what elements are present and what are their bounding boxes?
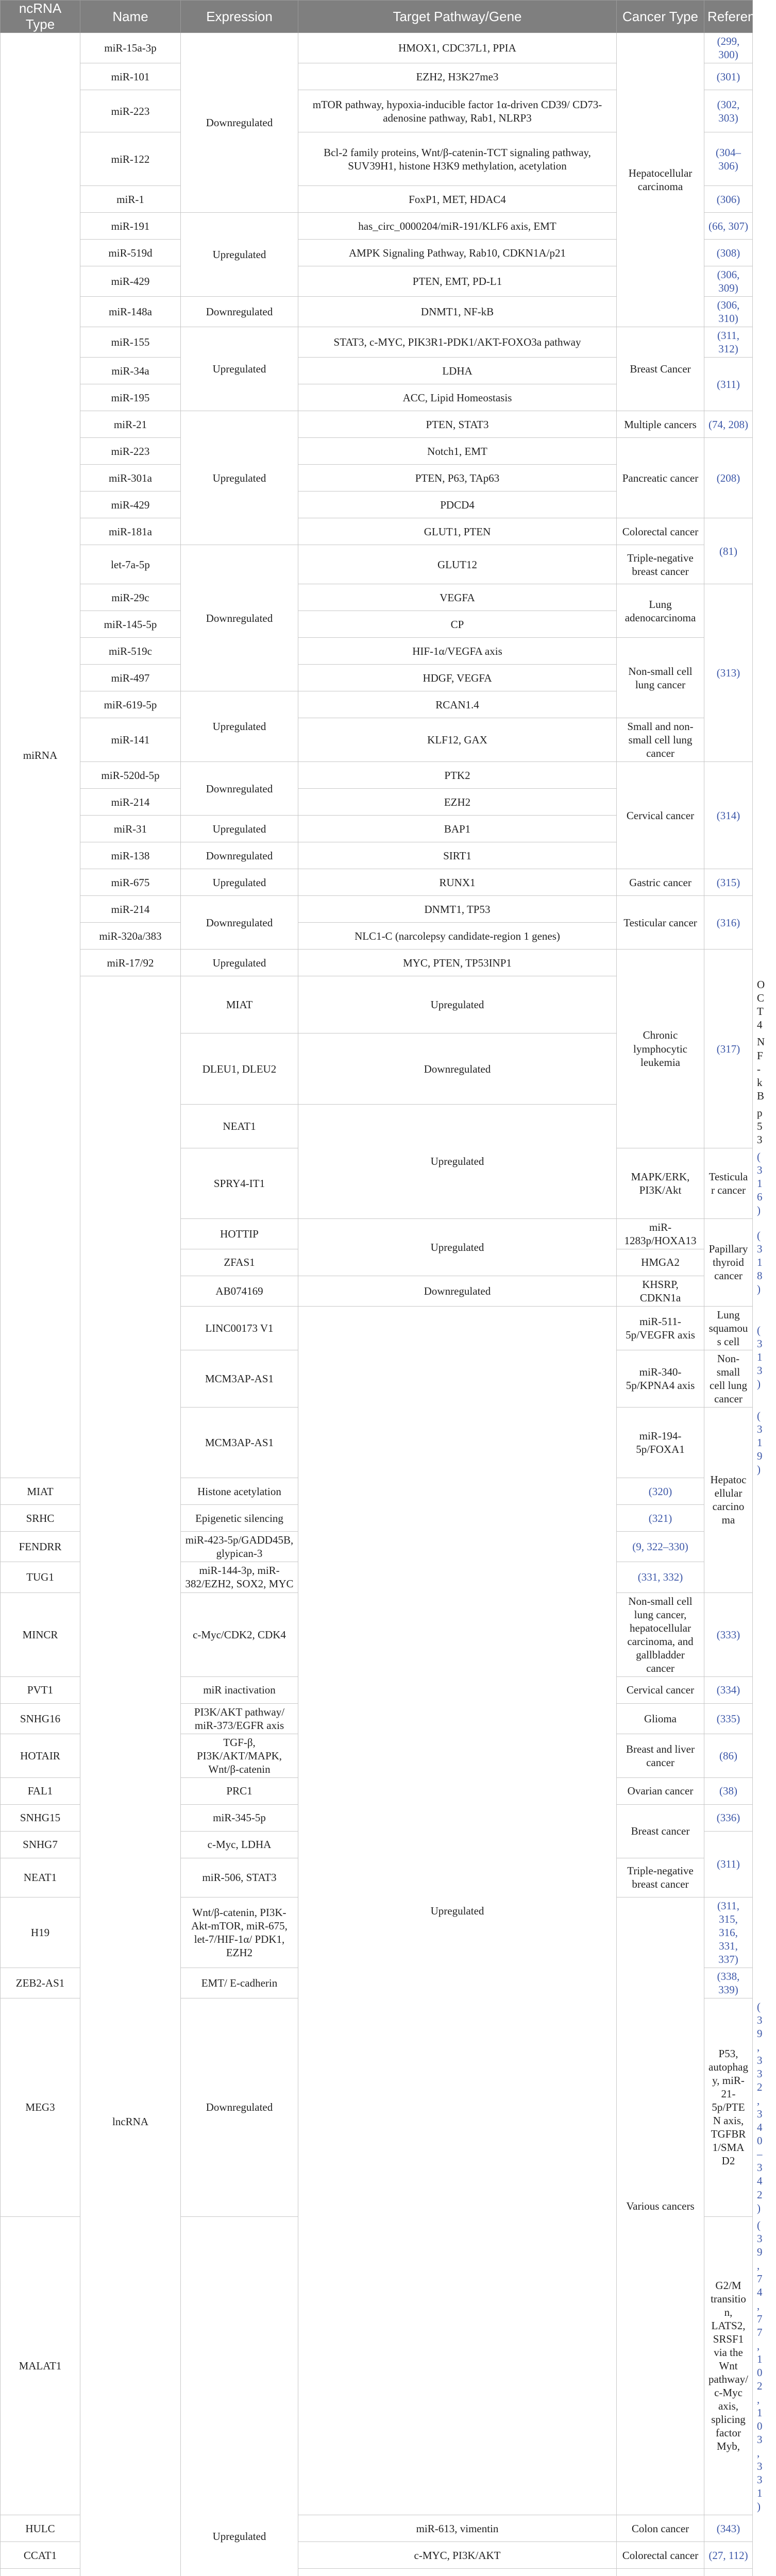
ncrna-type-cell: FENDRR (1, 1532, 80, 1562)
header-ncrna-type: ncRNA Type (1, 1, 80, 33)
expression-cell: LINC00173 V1 (181, 1307, 298, 1350)
table-row (1, 438, 753, 465)
target-cell: Upregulated (298, 1307, 617, 2515)
target-cell: Notch1, EMT (298, 438, 617, 465)
ncrna-type-cell: HULC (1, 2515, 80, 2542)
target-cell: AMPK Signaling Pathway, Rab10, CDKN1A/p21 (298, 240, 617, 266)
target-cell: Upregulated (298, 1104, 617, 1218)
ncrna-type-cell: TUG1 (1, 1562, 80, 1592)
target-cell: SIRT1 (298, 842, 617, 869)
expression-cell: miR-423-5p/GADD45B, glypican-3 (181, 1532, 298, 1562)
name-cell: miR-101 (80, 63, 181, 90)
name-cell: miR-31 (80, 816, 181, 842)
table-row: lncRNA MIAT Upregulated OCT4 (1, 976, 753, 1033)
reference-cell: (304–306) (704, 132, 753, 186)
name-cell: miR-34a (80, 358, 181, 384)
reference-cell: (334) (704, 1676, 753, 1703)
target-cell: mTOR pathway, hypoxia-inducible factor 1α-driven CD39/ CD73-adenosine pathway, Rab1, NLRP3 (298, 90, 617, 132)
cancer-type-cell: miR-340-5p/KPNA4 axis (617, 1350, 704, 1408)
name-cell: miR-138 (80, 842, 181, 869)
ncrna-type-cell: PVT1 (1, 1676, 80, 1703)
name-cell: miR-519c (80, 638, 181, 665)
target-cell: STAT3, c-MYC, PIK3R1-PDK1/AKT-FOXO3a pathway (298, 327, 617, 358)
ncrna-type-cell: MEG3 (1, 1998, 80, 2217)
cancer-type-cell: Colorectal cancer (617, 2542, 704, 2569)
table-row (1, 584, 753, 611)
target-cell: NLC1-C (narcolepsy candidate-region 1 genes) (298, 923, 617, 950)
ncrna-type-cell: H19 (1, 1897, 80, 1968)
name-cell: miR-195 (80, 384, 181, 411)
name-cell: miR-520d-5p (80, 762, 181, 789)
ncrna-type-cell: MALAT1 (1, 2216, 80, 2515)
reference-cell: G2/M transition, LATS2, SRSF1 via the Wnt pathway/c-Myc axis, splicing factor Myb, (704, 2216, 753, 2515)
name-cell: miR-145-5p (80, 611, 181, 638)
cancer-type-cell: (331, 332) (617, 1562, 704, 1592)
expression-cell: TGF-β, PI3K/AKT/MAPK, Wnt/β-catenin (181, 1734, 298, 1777)
reference-cell: (306, 309) (704, 266, 753, 297)
reference-cell: (317) (704, 950, 753, 1148)
cancer-type-cell: Testicular cancer (617, 896, 704, 950)
reference-cell: (301) (704, 63, 753, 90)
header-cancer-type: Cancer Type (617, 1, 704, 33)
cancer-type-cell: miR-194-5p/FOXA1 (617, 1408, 704, 1478)
ncrna-type-cell: SNHG7 (1, 1831, 80, 1858)
target-cell: LDHA (298, 358, 617, 384)
table-row (1, 718, 753, 762)
expression-cell: Downregulated (181, 762, 298, 816)
cancer-type-cell (617, 2569, 704, 2576)
reference-cell: Papillary thyroid cancer (704, 1218, 753, 1306)
reference-cell: (81) (704, 518, 753, 584)
reference-cell: (86) (704, 1734, 753, 1777)
target-cell: miR-613, vimentin (298, 2515, 617, 2542)
reference-cell: P53, autophagy, miR-21-5p/PTEN axis, TGFBR1/SMAD2 (704, 1998, 753, 2217)
reference-cell: Lung squamous cell (704, 1307, 753, 1350)
ncrna-type-cell: HOTAIR (1, 1734, 80, 1777)
reference-cell: (316) (704, 896, 753, 950)
ncrna-type-cell (1, 2569, 80, 2576)
reference-cell (704, 2569, 753, 2576)
reference-cell: (314) (704, 762, 753, 869)
name-cell: miR-429 (80, 266, 181, 297)
cancer-type-cell: Multiple cancers (617, 411, 704, 438)
reference-cell: Non-small cell lung cancer (704, 1350, 753, 1408)
target-cell: BAP1 (298, 816, 617, 842)
ncrna-type-cell: CCAT1 (1, 2542, 80, 2569)
reference-cell: (311) (704, 358, 753, 411)
table-row: LINC00173 V1 Upregulated miR-511-5p/VEGFR axis Lung squamous cell (313) (1, 1307, 753, 1350)
target-cell: Upregulated (298, 976, 617, 1033)
cancer-type-cell: Hepatocellular carcinoma (617, 33, 704, 327)
cancer-type-cell: KHSRP, CDKN1a (617, 1276, 704, 1306)
ncrna-type-cell: SNHG15 (1, 1804, 80, 1831)
name-cell: miR-675 (80, 869, 181, 896)
target-cell: c-MYC, PI3K/AKT (298, 2542, 617, 2569)
expression-cell: Downregulated (181, 33, 298, 213)
expression-cell: c-Myc, LDHA (181, 1831, 298, 1858)
table-row (1, 869, 753, 896)
cancer-type-cell: (320) (617, 1478, 704, 1505)
cancer-type-cell: (9, 322–330) (617, 1532, 704, 1562)
name-cell: miR-1 (80, 186, 181, 213)
target-cell: DNMT1, TP53 (298, 896, 617, 923)
reference-cell: (311, 312) (704, 327, 753, 358)
cancer-type-cell: Breast cancer (617, 1804, 704, 1858)
expression-cell: MCM3AP-AS1 (181, 1350, 298, 1408)
cancer-type-cell: Glioma (617, 1703, 704, 1734)
target-cell: has_circ_0000204/miR-191/KLF6 axis, EMT (298, 213, 617, 240)
target-cell: Upregulated (298, 1218, 617, 1276)
expression-cell: Downregulated (181, 1998, 298, 2217)
cancer-type-cell: Ovarian cancer (617, 1777, 704, 1804)
ncrna-type-cell: NEAT1 (1, 1858, 80, 1897)
target-cell: ACC, Lipid Homeostasis (298, 384, 617, 411)
reference-cell: (27, 112) (704, 2542, 753, 2569)
expression-cell: Upregulated (181, 816, 298, 842)
expression-cell: Epigenetic silencing (181, 1505, 298, 1532)
table-row (1, 638, 753, 665)
ncrna-type-cell: SNHG16 (1, 1703, 80, 1734)
expression-cell: c-Myc/CDK2, CDK4 (181, 1592, 298, 1676)
target-cell: Downregulated (298, 1276, 617, 1306)
target-cell: GLUT1, PTEN (298, 518, 617, 545)
reference-cell: (302, 303) (704, 90, 753, 132)
name-cell: miR-17/92 (80, 950, 181, 976)
target-cell: RUNX1 (298, 869, 617, 896)
expression-cell: Downregulated (181, 842, 298, 869)
table-row: NEAT1 Upregulated p53 (1, 1104, 753, 1148)
cancer-type-cell: Gastric cancer (617, 869, 704, 896)
table-header (1, 1, 753, 33)
name-cell: lncRNA (80, 976, 181, 2576)
table-row: DLEU1, DLEU2 Downregulated NF-kB (1, 1033, 753, 1104)
expression-cell: miR inactivation (181, 1676, 298, 1703)
cancer-type-cell: Non-small cell lung cancer, hepatocellular carcinoma, and gallbladder cancer (617, 1592, 704, 1676)
reference-cell: (208) (704, 438, 753, 518)
ncrna-type-cell: ZEB2-AS1 (1, 1968, 80, 1998)
table-row (1, 762, 753, 789)
reference-cell: Hepatocellular carcinoma (704, 1408, 753, 1592)
cancer-type-cell: Small and non-small cell lung cancer (617, 718, 704, 762)
name-cell: miR-21 (80, 411, 181, 438)
name-cell: miR-429 (80, 492, 181, 518)
ncrna-type-cell: SRHC (1, 1505, 80, 1532)
cancer-type-cell: HMGA2 (617, 1249, 704, 1276)
name-cell: miR-155 (80, 327, 181, 358)
expression-cell: EMT/ E-cadherin (181, 1968, 298, 1998)
cancer-type-cell: Chronic lymphocytic leukemia (617, 950, 704, 1148)
reference-cell: (336) (704, 1804, 753, 1831)
name-cell: miR-148a (80, 297, 181, 327)
expression-cell: Upregulated (181, 869, 298, 896)
reference-cell: (311, 315, 316, 331, 337) (704, 1897, 753, 1968)
expression-cell: Upregulated (181, 411, 298, 545)
ncrna-type-cell: MINCR (1, 1592, 80, 1676)
name-cell: miR-15a-3p (80, 33, 181, 63)
expression-cell: miR-506, STAT3 (181, 1858, 298, 1897)
cancer-type-cell: miR-1283p/HOXA13 (617, 1218, 704, 1249)
name-cell: miR-181a (80, 518, 181, 545)
expression-cell: Upregulated (181, 213, 298, 297)
target-cell: CP (298, 611, 617, 638)
target-cell: PDCD4 (298, 492, 617, 518)
cancer-type-cell: Cervical cancer (617, 762, 704, 869)
header-expression: Expression (181, 1, 298, 33)
cancer-type-cell: Lung adenocarcinoma (617, 584, 704, 638)
header-row (1, 1, 753, 33)
expression-cell: miR-144-3p, miR-382/EZH2, SOX2, MYC (181, 1562, 298, 1592)
reference-cell: (335) (704, 1703, 753, 1734)
cancer-type-cell: Pancreatic cancer (617, 438, 704, 518)
expression-cell: PI3K/AKT pathway/ miR-373/EGFR axis (181, 1703, 298, 1734)
target-cell: RCAN1.4 (298, 691, 617, 718)
table-row: MALAT1 Upregulated G2/M transition, LATS2, SRSF1 via the Wnt pathway/c-Myc axis, splicing factor Myb, (39, 74, 77, 102, 103, 331) (1, 2216, 753, 2515)
target-cell: PTEN, EMT, PD-L1 (298, 266, 617, 297)
reference-cell: (66, 307) (704, 213, 753, 240)
header-name: Name (80, 1, 181, 33)
table-row: MCM3AP-AS1 miR-194-5p/FOXA1 Hepatocellular carcinoma (319) (1, 1408, 753, 1478)
expression-cell: MCM3AP-AS1 (181, 1408, 298, 1478)
name-cell: miR-223 (80, 438, 181, 465)
expression-cell: AB074169 (181, 1276, 298, 1306)
target-cell: PTEN, STAT3 (298, 411, 617, 438)
table-row (1, 545, 753, 584)
reference-cell: (306) (704, 186, 753, 213)
name-cell: miR-214 (80, 896, 181, 923)
name-cell: miR-191 (80, 213, 181, 240)
expression-cell: miR-345-5p (181, 1804, 298, 1831)
name-cell: miR-619-5p (80, 691, 181, 718)
target-cell: MYC, PTEN, TP53INP1 (298, 950, 617, 976)
target-cell: Bcl-2 family proteins, Wnt/β-catenin-TCT signaling pathway, SUV39H1, histone H3K9 methylation, acetylation (298, 132, 617, 186)
target-cell: HMOX1, CDC37L1, PPIA (298, 33, 617, 63)
reference-cell: (38) (704, 1777, 753, 1804)
expression-cell: MIAT (181, 976, 298, 1033)
table-body (1, 33, 753, 2576)
expression-cell: Downregulated (181, 297, 298, 327)
target-cell: VEGFA (298, 584, 617, 611)
name-cell: let-7a-5p (80, 545, 181, 584)
expression-cell: DLEU1, DLEU2 (181, 1033, 298, 1104)
expression-cell: Upregulated (181, 950, 298, 976)
cancer-type-cell: Breast and liver cancer (617, 1734, 704, 1777)
target-cell: FoxP1, MET, HDAC4 (298, 186, 617, 213)
cancer-type-cell: Non-small cell lung cancer (617, 638, 704, 718)
target-cell: DNMT1, NF-kB (298, 297, 617, 327)
table-row: HOTTIP Upregulated miR-1283p/HOXA13 Papillary thyroid cancer (318) (1, 1218, 753, 1249)
target-cell: HDGF, VEGFA (298, 665, 617, 691)
target-cell: EZH2, H3K27me3 (298, 63, 617, 90)
expression-cell: Downregulated (181, 545, 298, 691)
reference-cell: (74, 208) (704, 411, 753, 438)
target-cell: HIF-1α/VEGFA axis (298, 638, 617, 665)
ncrna-type-cell: FAL1 (1, 1777, 80, 1804)
cancer-type-cell: MAPK/ERK, PI3K/Akt (617, 1148, 704, 1218)
target-cell: EZH2 (298, 789, 617, 816)
table-row: SPRY4-IT1 MAPK/ERK, PI3K/Akt Testicular cancer (316) (1, 1148, 753, 1218)
reference-cell: (311) (704, 1831, 753, 1897)
reference-cell: (306, 310) (704, 297, 753, 327)
cancer-type-cell: Colon cancer (617, 2515, 704, 2542)
cancer-type-cell: Various cancers (617, 1897, 704, 2515)
name-cell: miR-29c (80, 584, 181, 611)
expression-cell: Upregulated (181, 691, 298, 762)
name-cell: miR-214 (80, 789, 181, 816)
name-cell: miR-497 (80, 665, 181, 691)
expression-cell: PRC1 (181, 1777, 298, 1804)
table-row (1, 327, 753, 358)
name-cell: miR-141 (80, 718, 181, 762)
table-row (1, 33, 753, 63)
expression-cell: Histone acetylation (181, 1478, 298, 1505)
cancer-type-cell: Triple-negative breast cancer (617, 1858, 704, 1897)
target-cell (298, 2569, 617, 2576)
reference-cell: (299, 300) (704, 33, 753, 63)
header-references: References (704, 1, 753, 33)
name-cell: miR-223 (80, 90, 181, 132)
target-cell: PTK2 (298, 762, 617, 789)
expression-cell: Wnt/β-catenin, PI3K-Akt-mTOR, miR-675, let-7/HIF-1α/ PDK1, EZH2 (181, 1897, 298, 1968)
expression-cell: NEAT1 (181, 1104, 298, 1148)
reference-cell: (308) (704, 240, 753, 266)
header-target-pathway: Target Pathway/Gene (298, 1, 617, 33)
table-row: MEG3 Downregulated P53, autophagy, miR-21-5p/PTEN axis, TGFBR1/SMAD2 (39, 332, 340–342) (1, 1998, 753, 2217)
ncrna-type-cell: miRNA (1, 33, 80, 1478)
target-cell: KLF12, GAX (298, 718, 617, 762)
name-cell: miR-320a/383 (80, 923, 181, 950)
expression-cell: HOTTIP (181, 1218, 298, 1249)
table-row (1, 950, 753, 976)
cancer-type-cell: Breast Cancer (617, 327, 704, 411)
reference-cell: (343) (704, 2515, 753, 2542)
target-cell: PTEN, P63, TAp63 (298, 465, 617, 492)
cancer-type-cell: Colorectal cancer (617, 518, 704, 545)
expression-cell: Upregulated (181, 327, 298, 411)
cancer-type-cell: Cervical cancer (617, 1676, 704, 1703)
cancer-type-cell: miR-511-5p/VEGFR axis (617, 1307, 704, 1350)
expression-cell: SPRY4-IT1 (181, 1148, 298, 1218)
reference-cell: (333) (704, 1592, 753, 1676)
cancer-type-cell: (321) (617, 1505, 704, 1532)
expression-cell: Upregulated (181, 2216, 298, 2576)
reference-cell: (338, 339) (704, 1968, 753, 1998)
table-row (1, 896, 753, 923)
ncrna-type-cell: MIAT (1, 1478, 80, 1505)
name-cell: miR-301a (80, 465, 181, 492)
expression-cell: ZFAS1 (181, 1249, 298, 1276)
expression-cell: Downregulated (181, 896, 298, 950)
reference-cell: (315) (704, 869, 753, 896)
name-cell: miR-122 (80, 132, 181, 186)
table-row (1, 411, 753, 438)
cancer-type-cell: Triple-negative breast cancer (617, 545, 704, 584)
name-cell: miR-519d (80, 240, 181, 266)
reference-cell: (313) (704, 584, 753, 762)
target-cell: GLUT12 (298, 545, 617, 584)
table-row (1, 518, 753, 545)
target-cell: Downregulated (298, 1033, 617, 1104)
reference-cell: Testicular cancer (704, 1148, 753, 1218)
